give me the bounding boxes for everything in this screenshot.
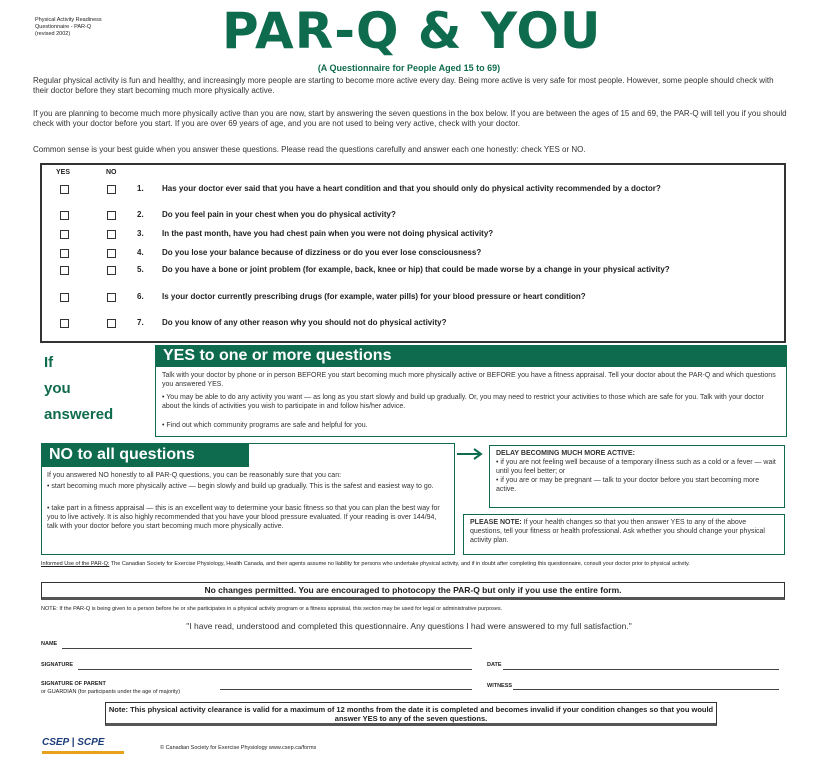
- guardian-label: or GUARDIAN (for participants under the age of majority): [41, 689, 181, 695]
- no-section-bullet-1: • start becoming much more physically active — begin slowly and build up gradually. This is the safest and easiest way to go.: [47, 483, 434, 490]
- yes-section-intro: Talk with your doctor by phone or in person BEFORE you start becoming much more physically active or BEFORE you have a fitness appraisal. Tell your doctor about the PAR-Q and which questions you answered YES.: [162, 372, 776, 388]
- delay-heading: DELAY BECOMING MUCH MORE ACTIVE:: [496, 450, 635, 457]
- footer-copyright: © Canadian Society for Exercise Physiology www.csep.ca/forms: [160, 745, 317, 751]
- question-text: Do you lose your balance because of dizziness or do you ever lose consciousness?: [162, 248, 482, 257]
- page-title: PAR-Q & YOU: [222, 2, 602, 60]
- csep-logo: CSEP | SCPE: [42, 737, 105, 748]
- please-note-text: [470, 518, 778, 545]
- question-number: 1.: [137, 184, 144, 193]
- parent-signature-field[interactable]: [220, 689, 472, 690]
- question-text: Has your doctor ever said that you have a heart condition and that you should only do physical activity recommended by a doctor?: [162, 184, 661, 193]
- informed-use: [41, 561, 785, 568]
- no-bullet-1-text: start becoming much more physically active — begin slowly and build up gradually. This is the safest and easiest way to go.: [51, 483, 434, 490]
- yes-section-bullet-1: • You may be able to do any activity you want — as long as you start slowly and build up gradually. Or, you may need to restrict your activities to those which are safe for you. Talk with your doctor about the kinds of activities you wish to participate in and follow his/her advice.: [162, 394, 764, 410]
- statement-text: "I have read, understood and completed this questionnaire. Any questions I had were answered to my full satisfaction.": [186, 621, 632, 631]
- name-field[interactable]: [62, 648, 472, 649]
- question-text: Do you know of any other reason why you should not do physical activity?: [162, 318, 447, 327]
- if-you-word-1: If: [44, 354, 54, 371]
- question-7-yes-checkbox[interactable]: [60, 319, 69, 328]
- question-text: Is your doctor currently prescribing drugs (for example, water pills) for your blood pressure or heart condition?: [162, 292, 586, 301]
- question-6-no-checkbox[interactable]: [107, 293, 116, 302]
- delay-bullet-1-text: if you are not feeling well because of a temporary illness such as a cold or a fever — wait until you feel better; or: [496, 459, 776, 475]
- no-bullet-2-text: take part in a fitness appraisal — this is an excellent way to determine your basic fitness so that you can plan the best way for you to live actively. It is also highly recommended that you have your blood pressure evaluated. If your reading is over 144/94, talk with your doctor before you start becoming much more physically active.: [47, 505, 440, 530]
- please-note-box: [463, 514, 785, 555]
- form-id-line2: Questionnaire - PAR-Q: [35, 24, 92, 30]
- no-section-heading: NO to all questions: [41, 443, 249, 467]
- please-note-body: If your health changes so that you then answer YES to any of the above questions, tell your fitness or health professional. Ask whether you should change your physical activity plan.: [470, 519, 765, 544]
- if-you-word-3: answered: [44, 406, 114, 423]
- intro-paragraph-1: Regular physical activity is fun and healthy, and increasingly more people are starting to become more active every day. Being more active is very safe for most people. However, some people should check with their doctor before they start becoming much more physically active.: [33, 76, 774, 95]
- form-id-block: [35, 17, 155, 38]
- signature-field[interactable]: [78, 669, 472, 670]
- question-text: In the past month, have you had chest pain when you were not doing physical activity?: [162, 229, 494, 238]
- delay-bullet-1: • if you are not feeling well because of a temporary illness such as a cold or a fever — wait until you feel better; or: [496, 459, 776, 475]
- yes-column-header: YES: [56, 169, 71, 176]
- question-4-yes-checkbox[interactable]: [60, 249, 69, 258]
- yes-section-bullet-2: • Find out which community programs are safe and helpful for you.: [162, 422, 368, 429]
- no-section-bullet-2: • take part in a fitness appraisal — this is an excellent way to determine your basic fitness so that you can plan the best way for you to live actively. It is also highly recommended that you have your blood pressure evaluated. If your reading is over 144/94, talk with your doctor before you start becoming much more physically active.: [47, 505, 440, 530]
- no-changes-notice: No changes permitted. You are encouraged to photocopy the PAR-Q but only if you use the entire form.: [41, 582, 785, 600]
- delay-box: [489, 445, 785, 508]
- form-id-line3: (revised 2002): [35, 31, 71, 37]
- question-number: 4.: [137, 248, 144, 257]
- form-id-line1: Physical Activity Readiness: [35, 17, 102, 23]
- question-1-yes-checkbox[interactable]: [60, 185, 69, 194]
- delay-bullet-2: • if you are or may be pregnant — talk to your doctor before you start becoming more active.: [496, 477, 760, 493]
- please-note-label: PLEASE NOTE:: [470, 519, 522, 526]
- intro-paragraph-2: If you are planning to become much more physically active than you are now, start by answering the seven questions in the box below. If you are between the ages of 15 and 69, the PAR-Q will tell you if you should check with your doctor before you start. If you are over 69 years of age, and you are not used to being very active, check with your doctor.: [33, 109, 787, 128]
- witness-label: WITNESS: [487, 683, 513, 689]
- delay-bullet-2-text: if you are or may be pregnant — talk to your doctor before you start becoming more active.: [496, 477, 760, 493]
- question-number: 6.: [137, 292, 144, 301]
- question-1-no-checkbox[interactable]: [107, 185, 116, 194]
- question-number: 3.: [137, 229, 144, 238]
- question-number: 7.: [137, 318, 144, 327]
- intro-paragraph-3: Common sense is your best guide when you answer these questions. Please read the questions carefully and answer each one honestly: check YES or NO.: [33, 145, 586, 154]
- arrow-right-icon: [456, 447, 486, 461]
- no-column-header: NO: [106, 169, 117, 176]
- question-3-yes-checkbox[interactable]: [60, 230, 69, 239]
- validity-note: Note: This physical activity clearance is valid for a maximum of 12 months from the date it is completed and becomes invalid if your condition changes so that you would answer YES to any of the seven questions.: [105, 702, 717, 726]
- question-7-no-checkbox[interactable]: [107, 319, 116, 328]
- yes-section-heading: YES to one or more questions: [155, 345, 787, 367]
- date-field[interactable]: [503, 669, 779, 670]
- question-6-yes-checkbox[interactable]: [60, 293, 69, 302]
- question-3-no-checkbox[interactable]: [107, 230, 116, 239]
- question-2-no-checkbox[interactable]: [107, 211, 116, 220]
- name-label: NAME: [41, 641, 58, 647]
- informed-use-label: Informed Use of the PAR-Q:: [41, 561, 110, 567]
- date-label: DATE: [487, 662, 502, 668]
- question-2-yes-checkbox[interactable]: [60, 211, 69, 220]
- question-number: 2.: [137, 210, 144, 219]
- page-subtitle: (A Questionnaire for People Aged 15 to 69): [317, 63, 501, 73]
- signature-label: SIGNATURE: [41, 662, 73, 668]
- yes-bullet-2-text: Find out which community programs are safe and helpful for you.: [166, 422, 368, 429]
- question-text: Do you have a bone or joint problem (for example, back, knee or hip) that could be made worse by a change in your physical activity?: [162, 265, 670, 274]
- csep-logo-underline: [42, 751, 124, 754]
- legal-note: NOTE: If the PAR-Q is being given to a person before he or she participates in a physical activity program or a fitness appraisal, this section may be used for legal or administrative purposes.: [41, 606, 503, 612]
- if-you-word-2: you: [44, 380, 71, 397]
- question-4-no-checkbox[interactable]: [107, 249, 116, 258]
- if-you-answered-label: [44, 350, 113, 428]
- witness-field[interactable]: [513, 689, 779, 690]
- question-text: Do you feel pain in your chest when you do physical activity?: [162, 210, 396, 219]
- question-5-no-checkbox[interactable]: [107, 266, 116, 275]
- yes-bullet-1-text: You may be able to do any activity you want — as long as you start slowly and build up gradually. Or, you may need to restrict your activities to those which are safe for you. Talk with your doctor about the kinds of activities you wish to participate in and follow his/her advice.: [162, 394, 764, 410]
- informed-use-text: The Canadian Society for Exercise Physiology, Health Canada, and their agents assume no liability for persons who undertake physical activity, and if in doubt after completing this questionnaire, consult your doctor prior to physical activity.: [110, 561, 690, 567]
- no-section-intro: If you answered NO honestly to all PAR-Q questions, you can be reasonably sure that you can:: [47, 472, 342, 479]
- parent-signature-label: SIGNATURE OF PARENT: [41, 681, 106, 687]
- question-number: 5.: [137, 265, 144, 274]
- question-5-yes-checkbox[interactable]: [60, 266, 69, 275]
